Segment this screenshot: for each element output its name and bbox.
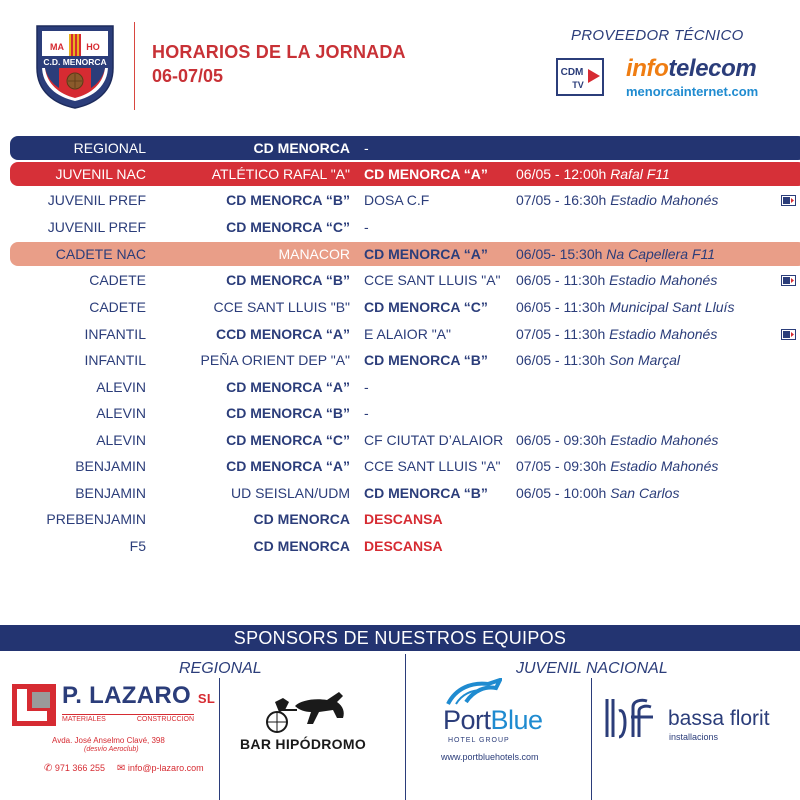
away-team-cell: E ALAIOR "A" [364, 326, 451, 342]
category-cell: F5 [129, 538, 146, 554]
portblue-url: www.portbluehotels.com [441, 752, 539, 762]
category-cell: ALEVIN [96, 379, 146, 395]
portblue-name-part1: Port [443, 705, 491, 735]
phone-icon: ✆ [44, 763, 53, 774]
mail-icon: ✉ [117, 763, 126, 774]
home-team-cell: CD MENORCA “B” [226, 192, 350, 208]
match-time: 06/05 - 11:30h [516, 352, 606, 368]
match-venue: Na Capellera F11 [606, 246, 715, 262]
home-team-cell: CD MENORCA “B” [226, 272, 350, 288]
away-team-cell: - [364, 379, 369, 395]
category-cell: CADETE NAC [55, 246, 146, 262]
schedule-row [0, 375, 800, 399]
p-lazaro-suffix: SL [197, 691, 216, 706]
category-cell: INFANTIL [84, 352, 146, 368]
header-divider [134, 22, 135, 110]
p-lazaro-email-text: info@p-lazaro.com [127, 763, 204, 773]
home-team-cell: CCE SANT LLUIS "B" [213, 299, 350, 315]
bar-hipodromo-name: BAR HIPÓDROMO [240, 736, 367, 752]
home-team-cell: CD MENORCA [253, 511, 350, 527]
category-cell: ALEVIN [96, 405, 146, 421]
sponsors-juvenil-label: JUVENIL NACIONAL [516, 660, 668, 677]
schedule-row [0, 215, 800, 239]
cdm-tv-logo-bottom: TV [572, 80, 584, 90]
match-time-venue-cell [516, 162, 670, 186]
category-cell: BENJAMIN [75, 458, 146, 474]
home-team-cell: UD SEISLAN/UDM [230, 485, 350, 501]
p-lazaro-phone [44, 763, 105, 774]
away-team-cell: DESCANSA [364, 538, 443, 554]
bassa-florit-logo-icon [603, 697, 657, 741]
match-time-venue-cell [516, 322, 717, 346]
p-lazaro-address-note: (desvío Aeroclub) [84, 746, 139, 753]
category-cell: JUVENIL PREF [47, 192, 146, 208]
bar-hipodromo-horse-icon [253, 688, 357, 736]
cdm-tv-logo-top: CDM [560, 67, 584, 78]
match-time-venue-cell [516, 242, 715, 266]
away-team-cell: - [364, 405, 369, 421]
match-time: 07/05 - 09:30h [516, 458, 607, 474]
category-cell: REGIONAL [73, 140, 146, 156]
schedule-row [0, 322, 800, 346]
portblue-name [443, 705, 543, 736]
match-venue: Estadio Mahonés [610, 432, 719, 448]
home-team-cell: CCD MENORCA “A” [215, 326, 350, 342]
tv-broadcast-icon [781, 329, 796, 340]
crest-club-name: C.D. MENORCA [43, 57, 107, 67]
home-team-cell: CD MENORCA “A” [226, 458, 350, 474]
schedule-row [0, 268, 800, 292]
home-team-cell: MANACOR [278, 246, 350, 262]
sponsors-title-bar: SPONSORS DE NUESTROS EQUIPOS [0, 625, 800, 651]
home-team-cell: PEÑA ORIENT DEP "A" [200, 352, 350, 368]
category-cell: CADETE [89, 299, 146, 315]
category-cell: JUVENIL PREF [47, 219, 146, 235]
schedule-row [0, 162, 800, 186]
match-time: 06/05 - 11:30h [516, 299, 606, 315]
portblue-subtitle: HOTEL GROUP [448, 737, 510, 744]
match-time-venue-cell [516, 481, 679, 505]
schedule-row [0, 136, 800, 160]
match-time: 06/05- 15:30h [516, 246, 603, 262]
match-venue: Rafal F11 [610, 166, 670, 182]
match-time: 06/05 - 12:00h [516, 166, 607, 182]
away-team-cell: CD MENORCA “C” [364, 299, 488, 315]
bassa-florit-subtitle: installacions [669, 732, 719, 742]
match-venue: Estadio Mahonés [610, 458, 719, 474]
match-time: 06/05 - 11:30h [516, 272, 606, 288]
cd-menorca-crest-logo [33, 22, 117, 110]
match-venue: Son Marçal [609, 352, 680, 368]
portblue-wave-icon [446, 678, 502, 706]
sponsors-regional-label: REGIONAL [179, 660, 262, 677]
match-time-venue-cell [516, 188, 718, 212]
p-lazaro-name [62, 682, 215, 710]
match-time: 06/05 - 10:00h [516, 485, 607, 501]
p-lazaro-email [117, 763, 204, 774]
provider-label: PROVEEDOR TÉCNICO [571, 27, 744, 44]
schedule-row [0, 534, 800, 558]
schedule-row [0, 188, 800, 212]
away-team-cell: CCE SANT LLUIS "A" [364, 458, 501, 474]
schedule-row [0, 454, 800, 478]
page-title: HORARIOS DE LA JORNADA [152, 42, 406, 62]
away-team-cell: - [364, 140, 369, 156]
match-time-venue-cell [516, 268, 717, 292]
crest-text-right: HO [86, 42, 100, 52]
infotelecom-logo-part1: info [626, 55, 669, 82]
match-venue: Estadio Mahonés [610, 192, 719, 208]
p-lazaro-tag-right: CONSTRUCCION [136, 716, 194, 723]
match-time: 06/05 - 09:30h [516, 432, 607, 448]
away-team-cell: CF CIUTAT D’ALAIOR [364, 432, 504, 448]
schedule-row [0, 428, 800, 452]
schedule-row [0, 348, 800, 372]
sponsor-divider-juvenil [591, 678, 592, 800]
match-venue: Municipal Sant Lluís [609, 299, 735, 315]
home-team-cell: CD MENORCA “C” [226, 219, 350, 235]
p-lazaro-tag-left: MATERIALES [62, 716, 106, 723]
away-team-cell: - [364, 219, 369, 235]
home-team-cell: CD MENORCA “A” [226, 379, 350, 395]
p-lazaro-phone-text: 971 366 255 [54, 763, 105, 773]
match-venue: San Carlos [610, 485, 680, 501]
p-lazaro-name-text: P. LAZARO [62, 682, 191, 709]
schedule-row [0, 242, 800, 266]
match-time: 07/05 - 16:30h [516, 192, 607, 208]
away-team-cell: CCE SANT LLUIS "A" [364, 272, 501, 288]
away-team-cell: CD MENORCA “A” [364, 246, 488, 262]
match-venue: Estadio Mahonés [609, 272, 718, 288]
schedule-row [0, 401, 800, 425]
schedule-row [0, 507, 800, 531]
category-cell: PREBENJAMIN [46, 511, 146, 527]
tv-broadcast-icon [781, 195, 796, 206]
portblue-name-part2: Blue [490, 705, 543, 735]
schedule-row [0, 295, 800, 319]
home-team-cell: CD MENORCA [253, 538, 350, 554]
tv-broadcast-icon [781, 275, 796, 286]
category-cell: CADETE [89, 272, 146, 288]
category-cell: BENJAMIN [75, 485, 146, 501]
page-date: 06-07/05 [152, 66, 224, 86]
away-team-cell: CD MENORCA “A” [364, 166, 488, 182]
away-team-cell: DESCANSA [364, 511, 443, 527]
category-cell: JUVENIL NAC [55, 166, 146, 182]
home-team-cell: CD MENORCA “B” [226, 405, 350, 421]
p-lazaro-address: Avda. José Anselmo Clavé, 398 [52, 736, 165, 745]
sponsor-divider-regional [219, 678, 220, 800]
infotelecom-logo-part2: telecom [668, 55, 757, 82]
home-team-cell: CD MENORCA [253, 140, 350, 156]
provider-url: menorcainternet.com [626, 84, 759, 99]
home-team-cell: CD MENORCA “C” [226, 432, 350, 448]
away-team-cell: CD MENORCA “B” [364, 485, 488, 501]
match-time: 07/05 - 11:30h [516, 326, 606, 342]
match-venue: Estadio Mahonés [609, 326, 718, 342]
home-team-cell: ATLÉTICO RAFAL "A" [211, 166, 350, 182]
match-time-venue-cell [516, 348, 680, 372]
infotelecom-logo [626, 55, 756, 83]
match-time-venue-cell [516, 428, 718, 452]
schedule-row [0, 481, 800, 505]
bassa-florit-name: bassa florit [668, 707, 770, 730]
cdm-tv-logo [556, 58, 604, 96]
match-time-venue-cell [516, 454, 718, 478]
away-team-cell: CD MENORCA “B” [364, 352, 488, 368]
crest-text-left: MA [50, 42, 64, 52]
sponsor-divider-main [405, 654, 406, 800]
category-cell: INFANTIL [84, 326, 146, 342]
category-cell: ALEVIN [96, 432, 146, 448]
match-time-venue-cell [516, 295, 734, 319]
p-lazaro-logo-icon [12, 684, 56, 726]
away-team-cell: DOSA C.F [364, 192, 430, 208]
p-lazaro-tags [62, 714, 194, 723]
